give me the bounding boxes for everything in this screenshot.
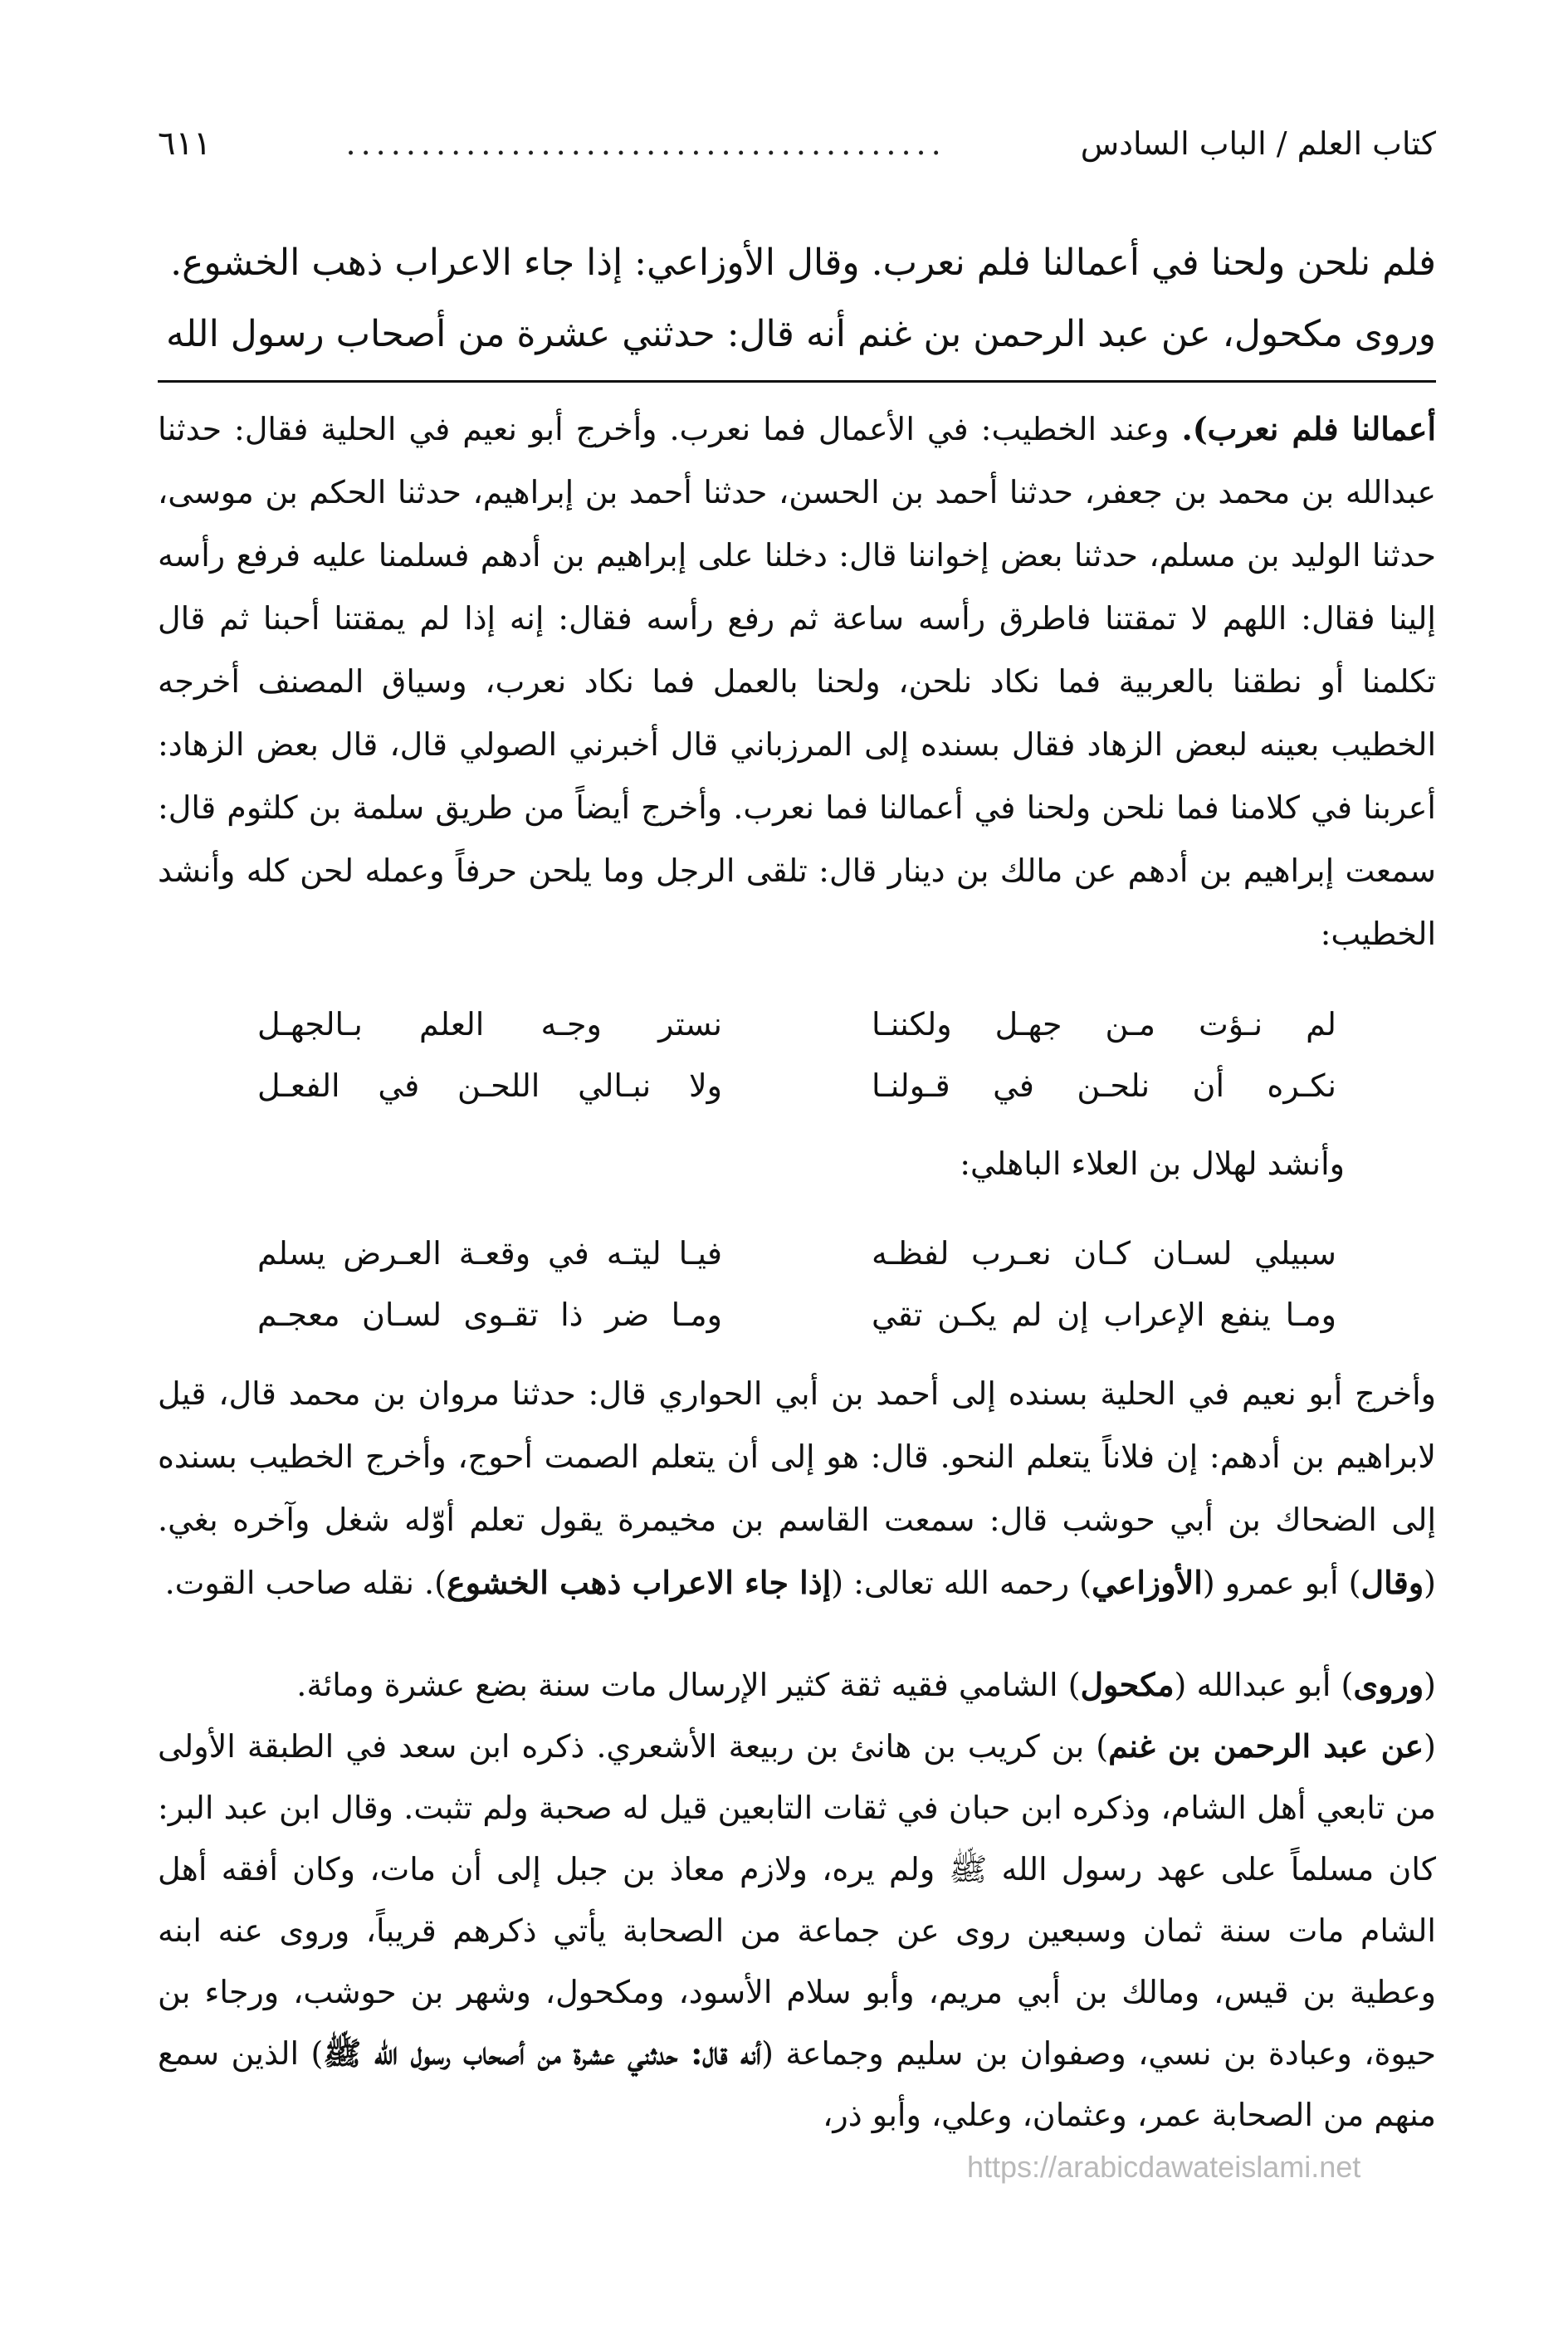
note-bold-term: أنه قال: حدثني عشرة من أصحاب رسول الله ﷺ <box>323 2034 762 2072</box>
main-line-1: فلم نلحن ولحنا في أعمالنا فلم نعرب. وقال الأوزاعي: إذا جاء الاعراب ذهب الخشوع. <box>170 242 1436 284</box>
poem-verse <box>158 1284 1436 1345</box>
commentary-text: وعند الخطيب: في الأعمال فما نعرب. وأخرج أبو نعيم في الحلية فقال: حدثنا عبدالله بن محمد بن جعفر، حدثنا أحمد بن الحسن، حدثنا أحمد بن إبراهيم، حدثنا الحكم بن موسى، حدثنا الوليد بن مسلم، حدثنا بعض إخواننا قال: دخلنا على إبراهيم بن أدهم فسلمنا عليه فرفع رأسه إلينا فقال: اللهم لا تمقتنا فاطرق رأسه ساعة ثم رفع رأسه فقال: إنه إذا لم يمقتنا أحبنا ثم قال تكلمنا أو نطقنا بالعربية فما نكاد نلحن، ولحنا بالعمل فما نكاد نعرب، وسياق المصنف أخرجه الخطيب بعينه لبعض الزهاد فقال بسنده إلى المرزباني قال أخبرني الصولي قال، قال بعض الزهاد: أعربنا في كلامنا فما نلحن ولحنا في أعمالنا فما نعرب. وأخرج أيضاً من طريق سلمة بن كلثوم قال: سمعت إبراهيم بن أدهم عن مالك بن دينار قال: تلقى الرجل وما يلحن حرفاً وعمله لحن كله وأنشد الخطيب: <box>158 411 1436 952</box>
poem-2 <box>158 1223 1436 1345</box>
poem-1 <box>158 994 1436 1116</box>
section-gap <box>158 1614 1436 1654</box>
note-text: ( <box>1424 1728 1436 1765</box>
poem-hemistich-first: نكـره أن نلحـن في قـولنـا <box>872 1067 1336 1104</box>
poem-hemistich-first: سبيلي لسـان كـان نعـرب لفظـه <box>872 1235 1336 1272</box>
note-paragraph-1 <box>158 1654 1436 1716</box>
note-text: ) أبو عبدالله ( <box>1174 1667 1354 1703</box>
commentary-paragraph-1 <box>158 398 1436 965</box>
book-page <box>158 125 1436 2146</box>
note-bold-term: وروى <box>1353 1666 1424 1703</box>
note-bold-term: مكحول <box>1080 1666 1175 1703</box>
book-title: كتاب العلم / الباب السادس <box>1080 125 1436 162</box>
commentary-text: ) أبو عمرو ( <box>1202 1565 1361 1601</box>
header-title <box>1081 125 1436 162</box>
commentary-text: وأخرج أبو نعيم في الحلية بسنده إلى أحمد بن أبي الحواري قال: حدثنا مروان بن محمد قال، قيل لابراهيم بن أدهم: إن فلاناً يتعلم النحو. قال: هو إلى أن يتعلم الصمت أحوج، وأخرج الخطيب بسنده إلى الضحاك بن أبي حوشب قال: سمعت القاسم بن مخيمرة يقول تعلم أوّله شغل وآخره بغي. ( <box>158 1375 1437 1601</box>
commentary-2 <box>158 1362 1436 1614</box>
poem-hemistich-second: نستر وجـه العلم بـالجهـل <box>257 1006 722 1043</box>
poem-hemistich-second: ومـا ضر ذا تقـوى لسـان معجـم <box>257 1297 722 1333</box>
note-text: ) بن كريب بن هانئ بن ربيعة الأشعري. ذكره ابن سعد في الطبقة الأولى من تابعي أهل الشام، وذكره ابن حبان في ثقات التابعين قيل له صحبة ولم تثبت. وقال ابن عبد البر: كان مسلماً على عهد رسول الله ﷺ ولم يره، ولازم معاذ بن جبل إلى أن مات، وكان أفقه أهل الشام مات سنة ثمان وسبعين روى عن جماعة من الصحابة يأتي ذكرهم قريباً، وروى عنه ابنه وعطية بن قيس، ومالك بن أبي مريم، وأبو سلام الأسود، ومكحول، وشهر بن حوشب، ورجاء بن حيوة، وعبادة بن نسي، وصفوان بن سليم وجماعة ( <box>158 1728 1436 2072</box>
note-text: ( <box>1424 1667 1436 1703</box>
commentary-bold-term: وقال <box>1360 1564 1424 1601</box>
header-leader-dots: ........................................ <box>345 125 946 162</box>
note-bold-term: عن عبد الرحمن بن غنم <box>1108 1727 1424 1765</box>
note-text: ) الذين سمع منهم من الصحابة عمر، وعثمان، وعلي، وأبو ذر، <box>158 2035 1436 2133</box>
poem-verse <box>158 1223 1436 1284</box>
poem-2-intro: وأنشد لهلال بن العلاء الباهلي: <box>960 1145 1345 1182</box>
poem-verse <box>158 994 1436 1055</box>
commentary-text: ) رحمه الله تعالى: ( <box>831 1565 1092 1601</box>
poem-hemistich-first: ومـا ينفع الإعراب إن لم يكـن تقي <box>872 1297 1336 1333</box>
notes-section <box>158 1654 1436 2146</box>
watermark-url: https://arabicdawateislami.net <box>967 2150 1361 2184</box>
commentary <box>158 398 1436 965</box>
commentary-bold-lead: أعمالنا فلم نعرب). <box>1181 410 1436 447</box>
note-paragraph-2 <box>158 1716 1436 2146</box>
commentary-text: ). نقله صاحب القوت. <box>164 1565 447 1601</box>
poem-hemistich-second: فيـا ليتـه في وقعـة العـرض يسلم <box>257 1235 722 1272</box>
note-text: ) الشامي فقيه ثقة كثير الإرسال مات سنة بضع عشرة ومائة. <box>296 1667 1081 1703</box>
separator-rule <box>158 380 1436 383</box>
page-number: ٦١١ <box>158 125 212 163</box>
poem-hemistich-first: لم نـؤت مـن جهـل ولكننـا <box>872 1006 1336 1043</box>
commentary-bold-term: إذا جاء الاعراب ذهب الخشوع <box>446 1564 832 1601</box>
running-header <box>158 125 1436 191</box>
poem-hemistich-second: ولا نبـالي اللحـن في الفعـل <box>257 1067 722 1104</box>
main-line-2: وروى مكحول، عن عبد الرحمن بن غنم أنه قال: حدثني عشرة من أصحاب رسول الله <box>166 313 1436 355</box>
poem-verse <box>158 1055 1436 1116</box>
commentary-bold-term: الأوزاعي <box>1092 1564 1203 1601</box>
commentary-paragraph-2 <box>158 1362 1436 1614</box>
main-text <box>158 227 1436 370</box>
